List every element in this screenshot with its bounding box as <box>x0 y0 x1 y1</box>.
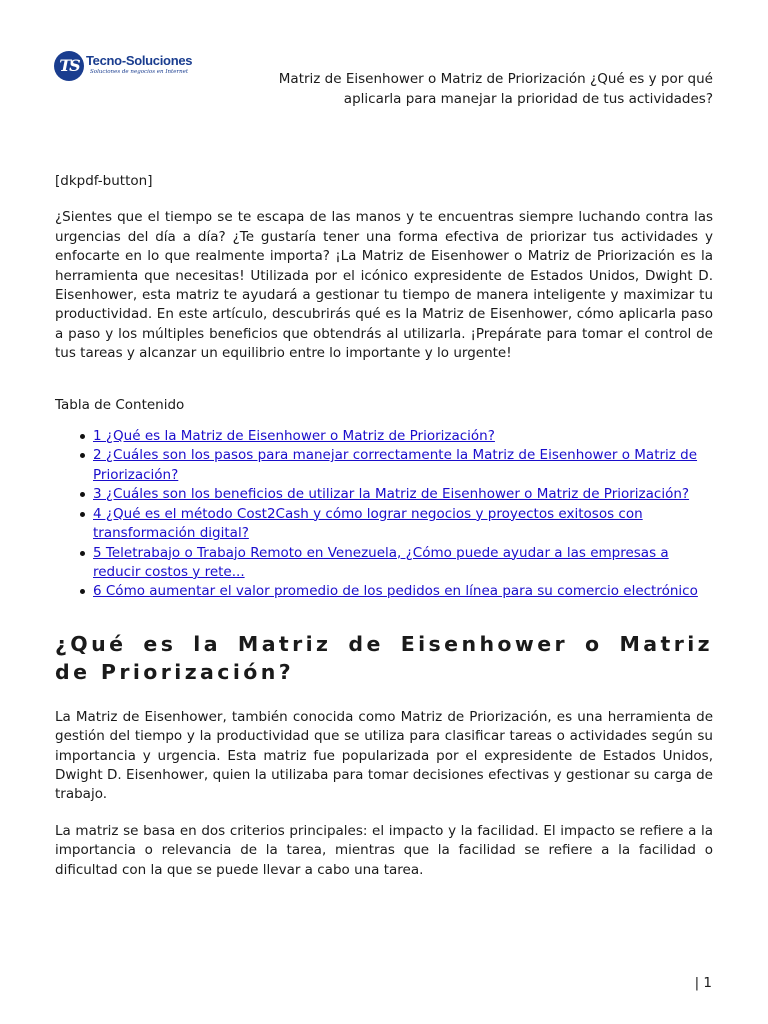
toc-item <box>93 485 713 504</box>
toc-item <box>93 544 713 583</box>
toc-item <box>93 505 713 544</box>
toc-link[interactable]: 1 ¿Qué es la Matriz de Eisenhower o Matriz de Priorización? <box>93 428 495 445</box>
logo-company-name: Tecno-Soluciones <box>86 53 193 68</box>
section-paragraph-1: La Matriz de Eisenhower, también conocida como Matriz de Priorización, es una herramienta de gestión del tiempo y la productividad que se utiliza para clasificar tareas o actividades según su importancia y urgencia. Esta matriz fue popularizada por el expresidente de Estados Unidos, Dwight D. Eisenhower, quien la utilizaba para tomar decisiones efectivas y gestionar su carga de trabajo. <box>55 708 713 803</box>
page-number: | 1 <box>694 975 712 991</box>
pdf-button-shortcode: [dkpdf-button] <box>55 173 153 189</box>
article-body <box>55 172 713 897</box>
toc-item <box>93 446 713 485</box>
table-of-contents <box>55 427 713 602</box>
section-paragraph-2: La matriz se basa en dos criterios principales: el impacto y la facilidad. El impacto se refiere a la importancia o relevancia de la tarea, mientras que la facilidad se refiere a la facilidad o dificultad con la que se puede llevar a cabo una tarea. <box>55 822 713 878</box>
toc-item <box>93 582 713 601</box>
intro-paragraph: ¿Sientes que el tiempo se te escapa de las manos y te encuentras siempre luchando contra las urgencias del día a día? ¿Te gustaría tener una forma efectiva de priorizar tus actividades y enfocarte en lo que realmente importa? ¡La Matriz de Eisenhower o Matriz de Priorización es la herramienta que necesitas! Utilizada por el icónico expresidente de Estados Unidos, Dwight D. Eisenhower, esta matriz te ayudará a gestionar tu tiempo de manera inteligente y maximizar tu productividad. En este artículo, descubrirás qué es la Matriz de Eisenhower, cómo aplicarla paso a paso y los múltiples beneficios que obtendrás al utilizarla. ¡Prepárate para tomar el control de tus tareas y alcanzar un equilibrio entre lo importante y lo urgente! <box>55 209 713 362</box>
toc-link[interactable]: 4 ¿Qué es el método Cost2Cash y cómo lograr negocios y proyectos exitosos con transformación digital? <box>93 505 643 542</box>
document-header-title: Matriz de Eisenhower o Matriz de Priorización ¿Qué es y por qué aplicarla para manejar la prioridad de tus actividades? <box>278 71 713 107</box>
section-heading: ¿Qué es la Matriz de Eisenhower o Matriz de Priorización? <box>55 631 713 684</box>
toc-link[interactable]: 5 Teletrabajo o Trabajo Remoto en Venezuela, ¿Cómo puede ayudar a las empresas a reducir costos y rete... <box>93 544 669 580</box>
toc-link[interactable]: 6 Cómo aumentar el valor promedio de los pedidos en línea para su comercio electrónico <box>93 583 698 600</box>
company-logo <box>54 51 194 81</box>
logo-tagline: Soluciones de negocios en Internet <box>90 69 189 75</box>
logo-ts-icon: TS <box>54 51 84 81</box>
toc-title: Tabla de Contenido <box>55 396 185 413</box>
toc-link[interactable]: 3 ¿Cuáles son los beneficios de utilizar la Matriz de Eisenhower o Matriz de Priorización? <box>93 486 690 503</box>
toc-link[interactable]: 2 ¿Cuáles son los pasos para manejar correctamente la Matriz de Eisenhower o Matriz de Priorización? <box>93 447 698 483</box>
toc-item <box>93 427 713 446</box>
